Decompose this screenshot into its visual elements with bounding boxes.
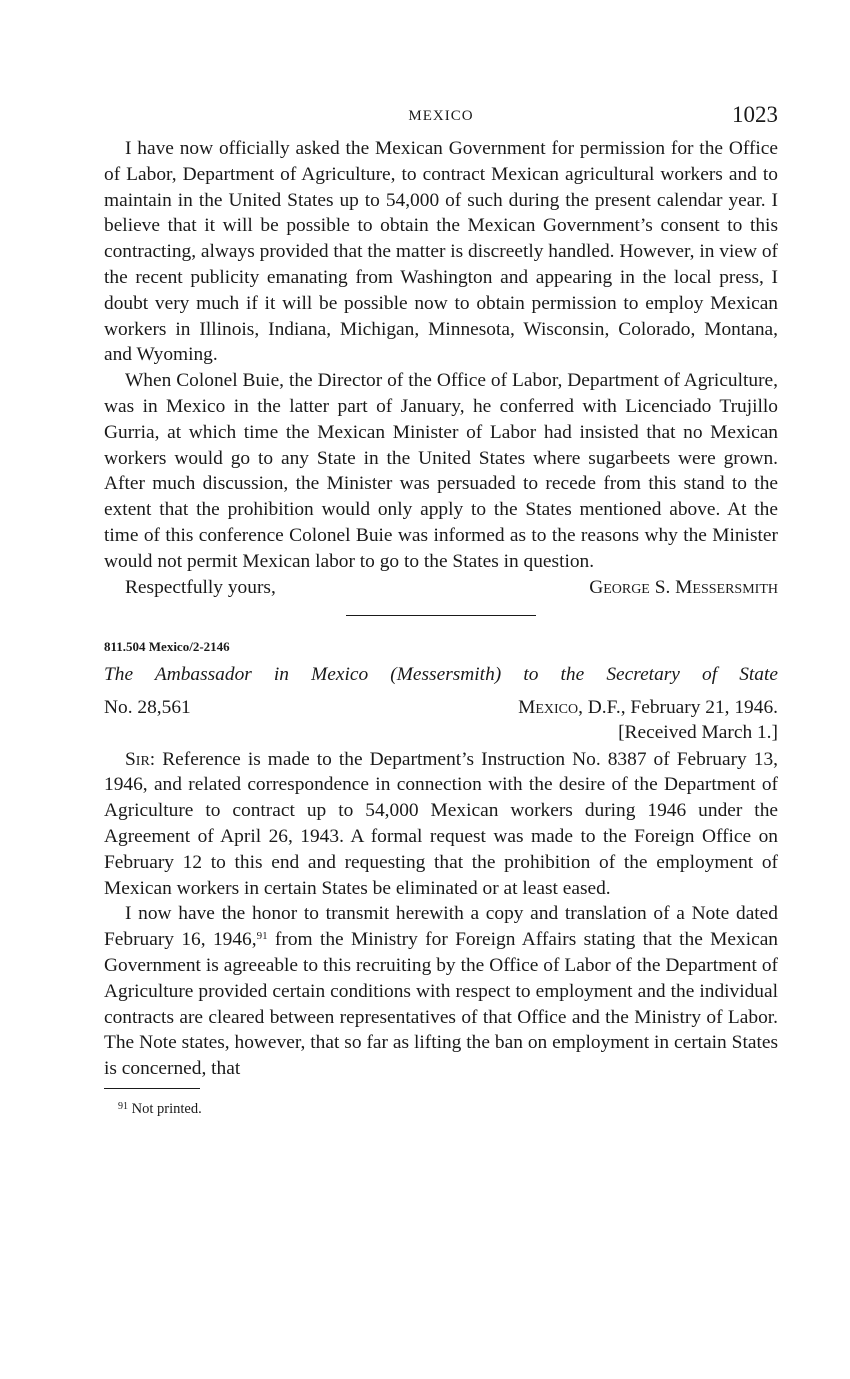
document-page <box>104 100 778 1119</box>
footnote-text: Not printed. <box>128 1100 202 1117</box>
dispatch-date-block <box>518 695 778 747</box>
dispatch-place-date <box>518 695 778 721</box>
complimentary-close: Respectfully yours, <box>125 576 276 598</box>
signature: George S. Messersmith <box>589 576 778 598</box>
dispatch-paragraph-2 <box>104 901 778 1082</box>
dateline <box>104 695 778 747</box>
salutation: Sir <box>125 748 150 770</box>
letter-paragraph-2: When Colonel Buie, the Director of the Office of Labor, Department of Agriculture, was in Mexico in the latter part of January, he conferred with Licenciado Trujillo Gurria, at which time the Mexican Minister of Labor had insisted that no Mexican workers would go to any State in the United States where sugarbeets were grown. After much discussion, the Minister was persuaded to recede from this stand to the extent that the prohibition would only apply to the States mentioned above. At the time of this conference Colonel Buie was informed as to the reasons why the Minister would not permit Mexican labor to go to the States in question. <box>104 370 778 572</box>
dispatch-place: Mexico <box>518 696 579 718</box>
dispatch-date: , D.F., February 21, 1946. <box>578 696 778 718</box>
section-separator <box>346 615 536 616</box>
dispatch-number: No. 28,561 <box>104 696 191 718</box>
document-title: The Ambassador in Mexico (Messersmith) to the Secretary of State <box>104 663 778 685</box>
received-date: [Received March 1.] <box>618 722 778 744</box>
letter-paragraph-1: I have now officially asked the Mexican Government for permission for the Office of Labor, Department of Agriculture, to contract Mexican agricultural workers and to maintain in the United States up to 54,000 of such during the present calendar year. I believe that it will be possible to obtain the Mexican Government’s consent to this contracting, always provided that the matter is discreetly handled. However, in view of the recent publicity emanating from Washington and appearing in the local press, I doubt very much if it will be possible now to obtain permission to employ Mexican workers in Illinois, Indiana, Michigan, Minnesota, Wisconsin, Colorado, Montana, and Wyoming. <box>104 138 778 366</box>
letter-closing <box>104 575 778 601</box>
running-head-title: MEXICO <box>408 108 474 124</box>
footnote <box>118 1099 778 1119</box>
footnote-marker: 91 <box>118 1100 128 1112</box>
dispatch-paragraph-2-text-b: from the Ministry for Foreign Affairs stating that the Mexican Government is agreeable to this recruiting by the Office of Labor of the Department of Agriculture provided certain conditions with respect to employment and the individual contracts are cleared between representatives of that Office and the Ministry of Labor. The Note states, however, that so far as lifting the ban on employment in certain States is concerned, that <box>104 929 779 1080</box>
footnote-rule <box>104 1088 200 1089</box>
dispatch-paragraph-2-text-a: I now have the honor to transmit herewith a copy and translation of a Note dated February 16, 1946, <box>104 903 778 951</box>
running-head <box>104 100 778 136</box>
dispatch-paragraph-1-text: : Reference is made to the Department’s Instruction No. 8387 of February 13, 1946, and related correspondence in connection with the desire of the Department of Agriculture to contract up to 54,000 Mexican workers during 1946 under the Agreement of April 26, 1943. A formal request was made to the Foreign Office on February 12 to this end and requesting that the prohibition of the employment of Mexican workers in certain States be eliminated or at least eased. <box>104 748 778 899</box>
page-number: 1023 <box>732 102 778 127</box>
footnote-reference: 91 <box>256 930 268 943</box>
file-number: 811.504 Mexico/2-2146 <box>104 638 230 654</box>
dispatch-paragraph-1 <box>104 747 778 902</box>
